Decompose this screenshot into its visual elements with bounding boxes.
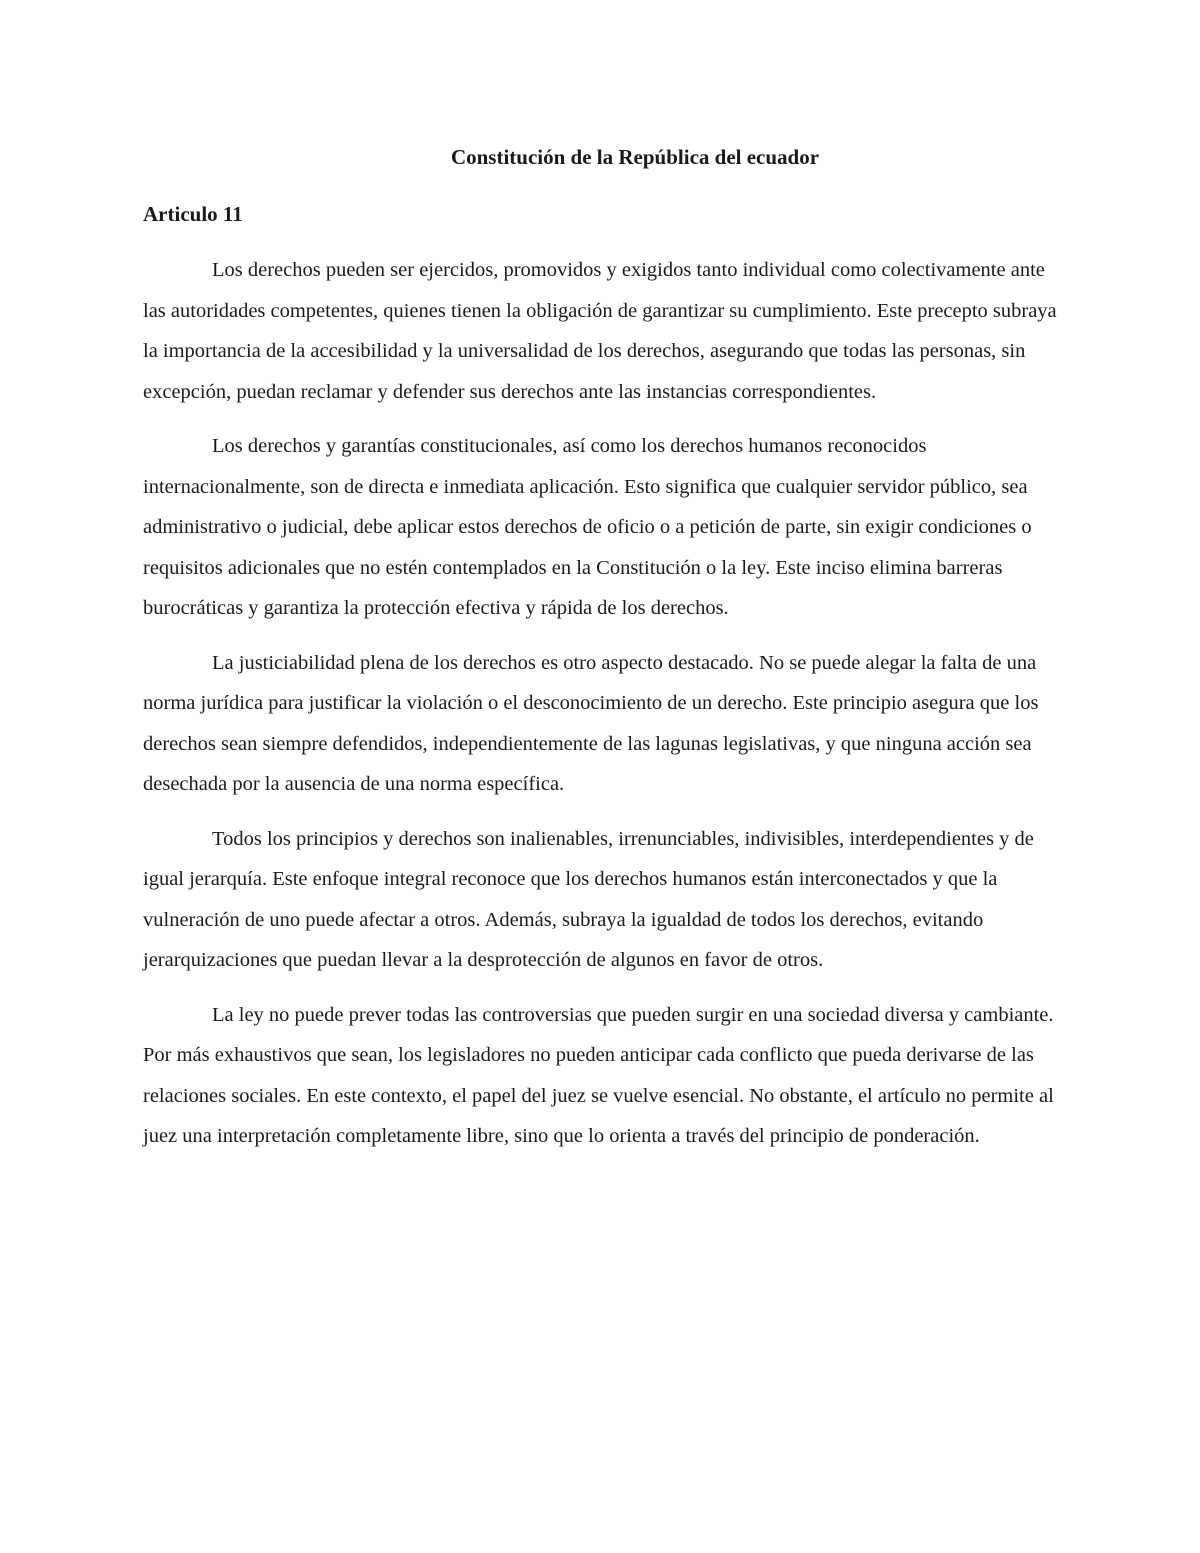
paragraph-4: Todos los principios y derechos son inalienables, irrenunciables, indivisibles, interdependientes y de igual jerarquía. Este enfoque integral reconoce que los derechos humanos están interconectados y que la vulneración de uno puede afectar a otros. Además, subraya la igualdad de todos los derechos, evitando jerarquizaciones que puedan llevar a la desprotección de algunos en favor de otros. (143, 827, 1034, 971)
paragraph-1: Los derechos pueden ser ejercidos, promovidos y exigidos tanto individual como colectivamente ante las autoridades competentes, quienes tienen la obligación de garantizar su cumplimiento. Este precepto subraya la importancia de la accesibilidad y la universalidad de los derechos, asegurando que todas las personas, sin excepción, puedan reclamar y defender sus derechos ante las instancias correspondientes. (143, 259, 1057, 403)
paragraph-5: La ley no puede prever todas las controversias que pueden surgir en una sociedad diversa y cambiante. Por más exhaustivos que sean, los legisladores no pueden anticipar cada conflicto que pueda derivarse de las relaciones sociales. En este contexto, el papel del juez se vuelve esencial. No obstante, el artículo no permite al juez una interpretación completamente libre, sino que lo orienta a través del principio de ponderación. (143, 1003, 1054, 1147)
article-heading: Articulo 11 (143, 202, 243, 226)
article-body (143, 250, 1063, 1171)
document-title: Constitución de la República del ecuador (450, 145, 820, 169)
paragraph-2: Los derechos y garantías constitucionales, así como los derechos humanos reconocidos internacionalmente, son de directa e inmediata aplicación. Esto significa que cualquier servidor público, sea administrativo o judicial, debe aplicar estos derechos de oficio o a petición de parte, sin exigir condiciones o requisitos adicionales que no estén contemplados en la Constitución o la ley. Este inciso elimina barreras burocráticas y garantiza la protección efectiva y rápida de los derechos. (143, 435, 1032, 619)
paragraph-3: La justiciabilidad plena de los derechos es otro aspecto destacado. No se puede alegar la falta de una norma jurídica para justificar la violación o el desconocimiento de un derecho. Este principio asegura que los derechos sean siempre defendidos, independientemente de las lagunas legislativas, y que ninguna acción sea desechada por la ausencia de una norma específica. (143, 651, 1039, 795)
